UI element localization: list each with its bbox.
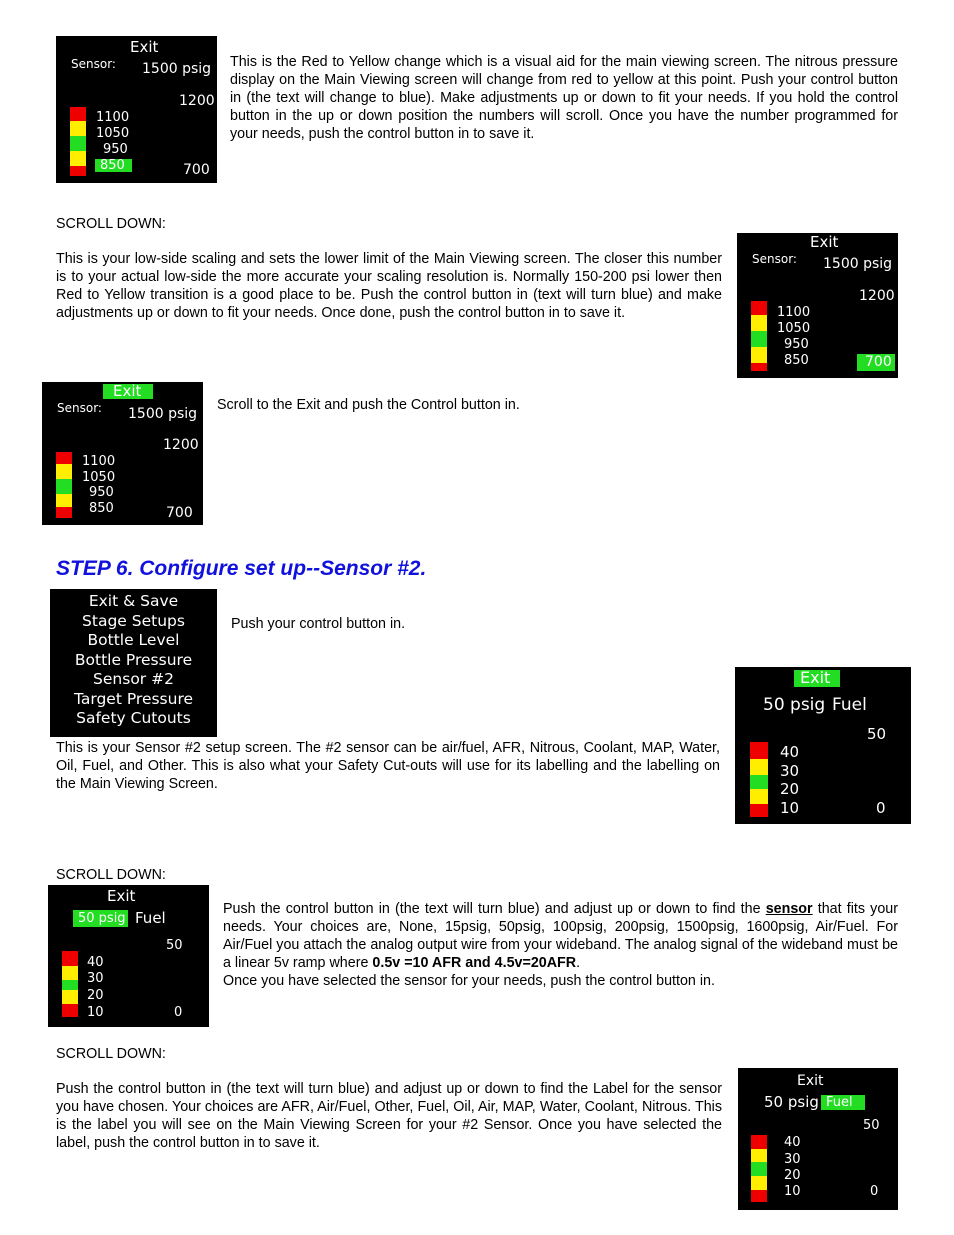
scale-top-value: 50 [867,725,887,743]
sensor-choice-emphasis: sensor [765,901,813,917]
bar-yellow-bottom [751,1176,767,1190]
bar-red-top [56,452,72,464]
scale-value-4: 850 [784,353,809,368]
scale-value-1: 1100 [82,454,116,469]
scale-value-1: 40 [87,955,104,970]
scale-value-2: 30 [780,762,800,780]
scale-top-value: 50 [863,1118,880,1133]
bar-green [751,1162,767,1176]
scale-value-2: 1050 [777,321,811,336]
bar-red-bottom [56,507,72,518]
screen-low-side-scaling [737,233,898,378]
scale-value-4: 850 [89,501,114,516]
sensor-choice-text-4: Once you have selected the sensor for your needs, push the control button in. [223,972,715,989]
scale-bottom-value: 0 [870,1184,879,1199]
scale-value-2: 1050 [82,470,116,485]
bar-yellow-top [751,1149,767,1162]
paragraph-sensor-choice [223,901,898,991]
scale-value-2: 1050 [96,126,130,141]
bar-green [62,980,78,990]
exit-label: Exit [107,887,136,905]
scale-bottom-value-selected[interactable]: 700 [857,354,895,371]
sensor-label-name: Fuel [832,695,867,715]
scale-value-3: 950 [784,337,809,352]
scale-value-4: 10 [780,799,800,817]
bar-yellow-bottom [62,990,78,1004]
scale-value-3: 20 [784,1168,801,1183]
scale-top-value: 1200 [859,288,895,304]
menu-item-bottle-level[interactable]: Bottle Level [87,631,180,649]
paragraph-sensor-label: Push the control button in (the text will turn blue) and adjust up or down to find the Label for the sensor you have chosen. Your choices are AFR, Air/Fuel, Other, Fuel, Oil, Air, MAP, Water, Coolant, Nitrous. This is the label you will see on the Main Viewing Screen for your #2 Sensor. Once you have selected the label, push the control button in to save it. [56,1081,722,1151]
scale-bottom-value: 0 [174,1005,183,1020]
bar-red-bottom [70,166,86,176]
bar-yellow-bottom [751,347,767,363]
bar-yellow-top [62,966,78,980]
bar-green [750,775,768,789]
bar-red-top [751,301,767,315]
paragraph-sensor2-setup: This is your Sensor #2 setup screen. The #2 sensor can be air/fuel, AFR, Nitrous, Coolant, MAP, Water, Oil, Fuel, and Other. This is also what your Safety Cut-outs will use for its labelling and the labelling on the Main Viewing Screen. [56,740,720,792]
exit-label: Exit [810,233,839,251]
menu-item-exit-save[interactable]: Exit & Save [88,592,179,610]
scale-top-value: 1200 [163,437,199,453]
scroll-down-label-3: SCROLL DOWN: [56,1046,166,1062]
scroll-down-label-1: SCROLL DOWN: [56,216,166,232]
sensor-choice-text-2: that fits your needs. Your choices are, None, 15psig, 50psig, 100psig, 200psig, 1500psig, 1600psig, Air/Fuel. For Air/Fuel you attach the analog output wire from your wideband. The analog signal of the wideband must be a linear 5v ramp where [223,901,898,971]
menu-item-target-pressure[interactable]: Target Pressure [73,689,194,708]
paragraph-push-button: Push your control button in. [231,616,406,632]
sensor-value: 50 psig [764,1093,819,1111]
exit-selected[interactable]: Exit [103,384,153,399]
exit-label: Exit [797,1073,824,1089]
scale-bottom-value: 700 [183,162,210,178]
scale-value-3: 20 [780,780,800,798]
screen-red-yellow-change [56,36,217,183]
paragraph-red-yellow: This is the Red to Yellow change which is a visual aid for the main viewing screen. The nitrous pressure display on the Main Viewing screen will change from red to yellow at this point. Push your control button in (the text will change to blue). Make adjustments up or down to fit your needs. If you hold the control button in the up or down position the numbers will scroll. Once you have the number programmed for your needs, push the control button in to save it. [230,54,898,142]
scale-value-2: 30 [87,971,104,986]
scale-value-3: 20 [87,988,104,1003]
paragraph-low-side: This is your low-side scaling and sets the lower limit of the Main Viewing screen. The closer this number is to your actual low-side the more accurate your scaling resolution is. Normally 150-200 psi lower then Red to Yellow transition is a good place to be. Push the control button in (text will turn blue) and make adjustments up or down to fit your needs. Once done, push the control button in to save it. [56,251,722,321]
bar-yellow-bottom [750,789,768,804]
scroll-down-label-2: SCROLL DOWN: [56,867,166,883]
scale-top-value: 1200 [179,93,215,109]
sensor-value: 1500 psig [142,61,212,77]
sensor-value: 1500 psig [128,406,198,422]
scale-value-4: 10 [87,1005,104,1020]
exit-selected[interactable]: Exit [794,670,840,687]
scale-value-4: 10 [784,1184,801,1199]
bar-red-top [751,1135,767,1149]
bar-red-bottom [62,1004,78,1017]
screen-exit-selected [42,382,203,525]
scale-value-2: 30 [784,1152,801,1167]
bar-green [751,331,767,347]
bar-green [70,136,86,151]
sensor-choice-text-3: . [576,954,581,971]
sensor-choice-text-1: Push the control button in (the text will turn blue) and adjust up or down to find the [223,901,766,917]
sensor-label-selected[interactable]: Fuel [821,1095,865,1110]
bar-yellow-top [70,121,86,136]
scale-value-3: 950 [103,142,128,157]
screen-sensor-label [738,1068,898,1210]
bar-yellow-top [750,759,768,775]
bar-red-top [70,107,86,121]
step-6-heading: STEP 6. Configure set up--Sensor #2. [56,557,427,580]
bar-yellow-bottom [56,494,72,507]
bar-red-top [62,951,78,966]
sensor-label: Sensor: [57,401,102,415]
scale-value-1: 40 [784,1135,801,1150]
scale-bottom-value: 0 [876,799,886,817]
sensor-value: 50 psig [763,695,826,715]
bar-yellow-top [56,464,72,479]
menu-item-sensor-2-selected[interactable]: Sensor #2 [93,670,174,688]
menu-item-stage-setups[interactable]: Stage Setups [82,611,185,630]
scale-value-1: 40 [780,743,800,761]
setup-menu [50,589,217,737]
scale-top-value: 50 [166,938,183,953]
sensor-value: 1500 psig [823,256,893,272]
sensor-label: Sensor: [71,57,116,71]
sensor-value-selected[interactable]: 50 psig [73,910,128,927]
menu-item-safety-cutouts[interactable]: Safety Cutouts [76,709,191,727]
bar-red-bottom [751,363,767,371]
scale-bottom-value: 700 [166,505,193,521]
bar-red-bottom [750,804,768,817]
sensor-choice-ramp: 0.5v =10 AFR and 4.5v=20AFR [372,954,577,971]
bar-yellow-bottom [70,151,86,166]
scale-value-1: 1100 [777,305,811,320]
sensor-label-name: Fuel [135,909,166,927]
menu-item-bottle-pressure[interactable]: Bottle Pressure [74,650,193,669]
sensor-label: Sensor: [752,252,797,266]
bar-yellow-top [751,315,767,331]
scale-value-3: 950 [89,485,114,500]
scale-value-4-selected[interactable]: 850 [95,159,132,172]
screen-sensor2-setup [735,667,911,824]
exit-label: Exit [130,38,159,56]
bar-red-bottom [751,1190,767,1202]
bar-red-top [750,742,768,759]
screen-sensor-type [48,885,209,1027]
paragraph-scroll-to-exit: Scroll to the Exit and push the Control button in. [217,397,520,413]
bar-green [56,479,72,494]
scale-value-1: 1100 [96,110,130,125]
